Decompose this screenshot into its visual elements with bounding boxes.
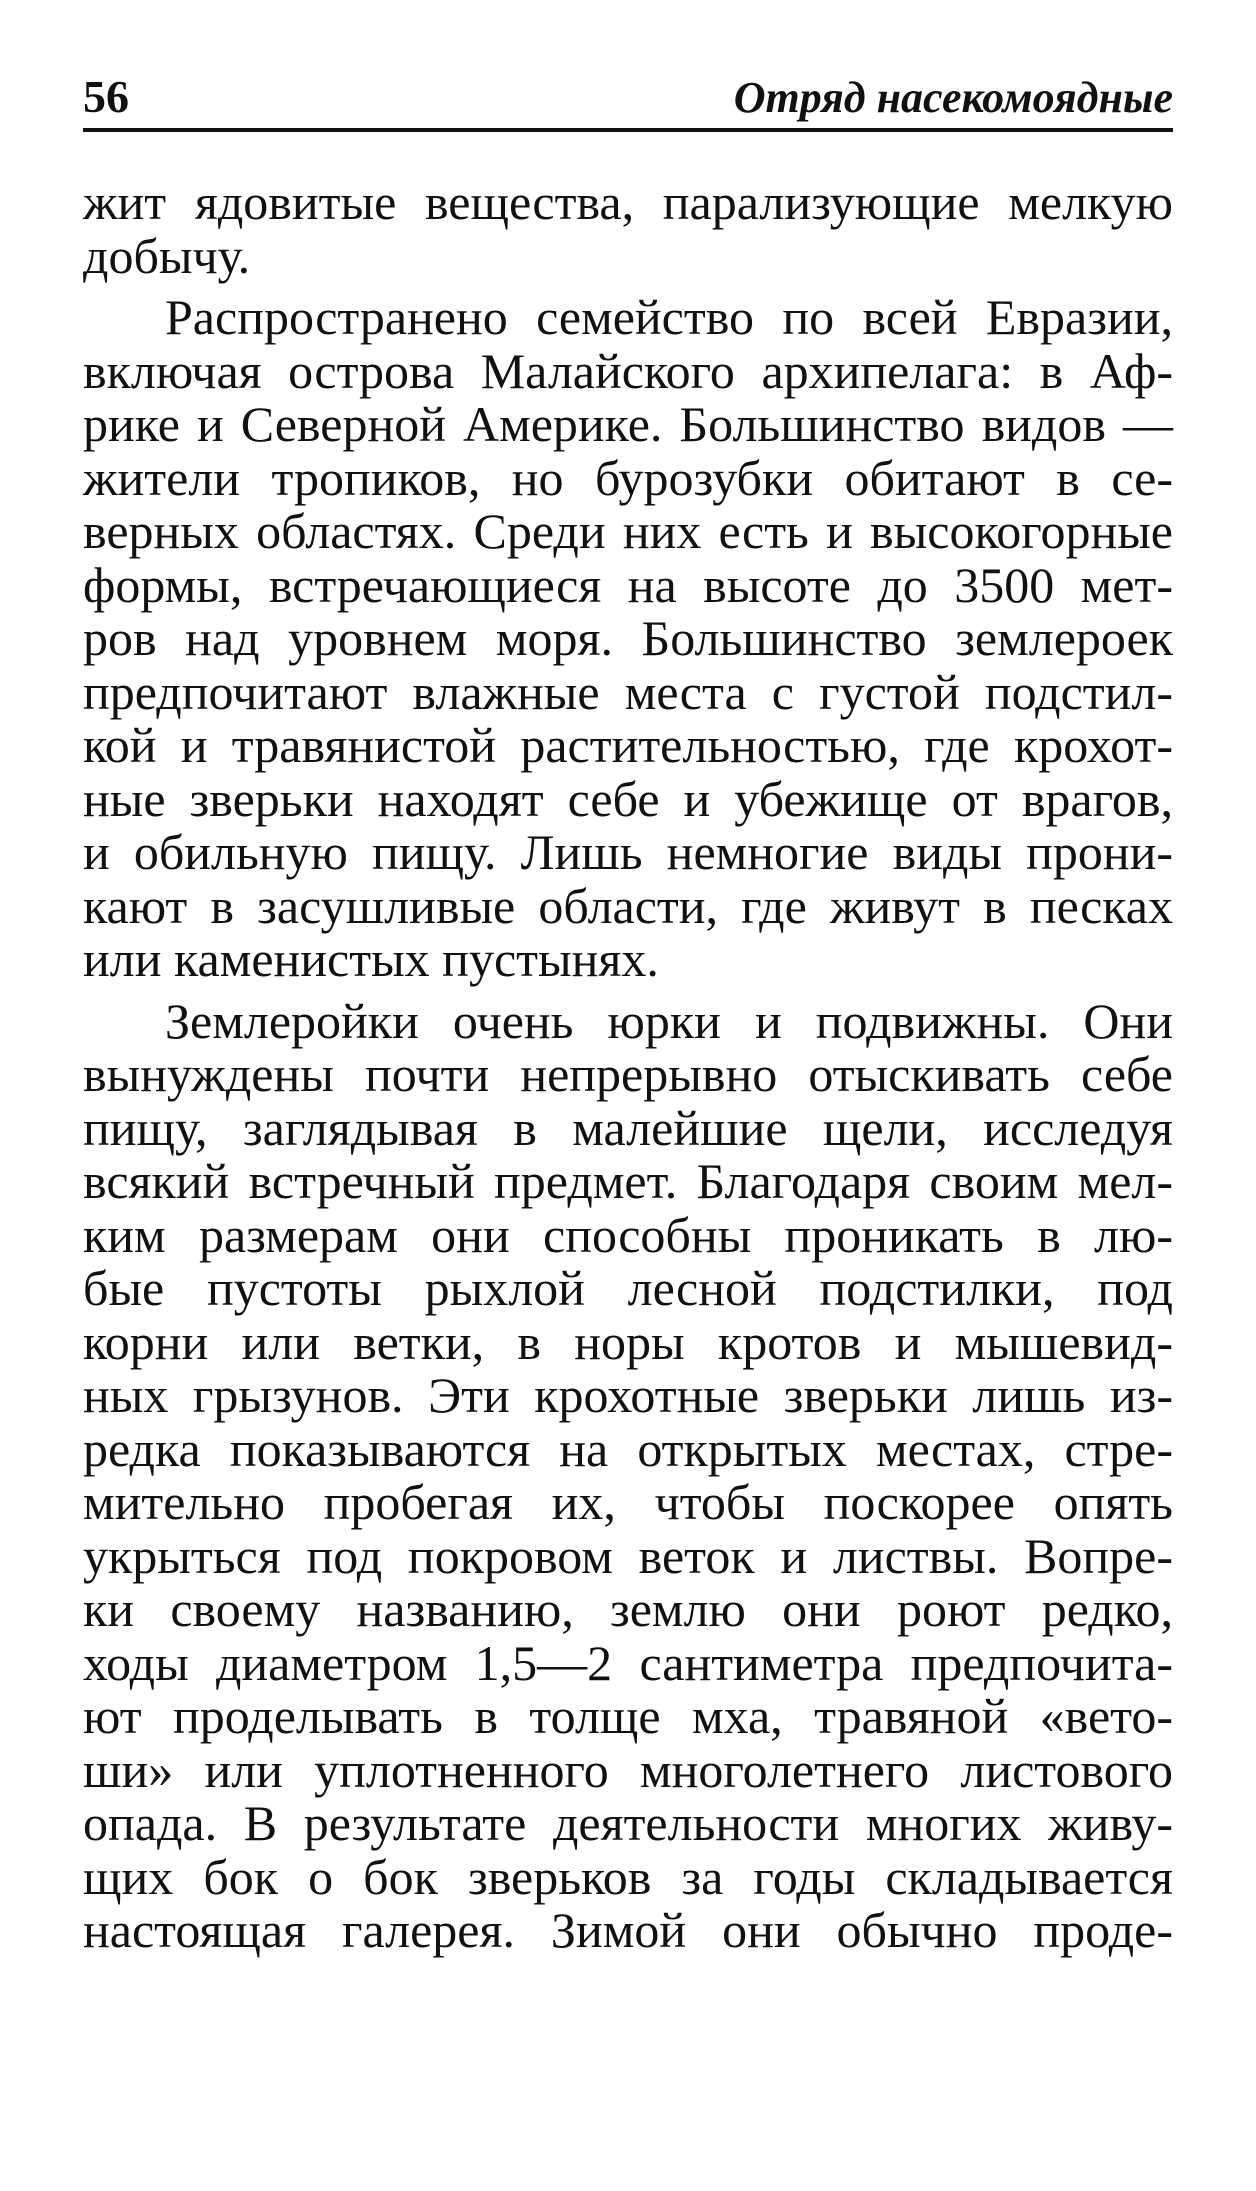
text-line: ши» или уплотненного многолетнего листового <box>83 1741 1173 1798</box>
text-line: и обильную пищу. Лишь немногие виды прони- <box>83 824 1173 880</box>
text-line: верных областях. Среди них есть и высокогорные <box>83 503 1173 559</box>
text-line: ки своему названию, землю они роют редко, <box>83 1581 1173 1637</box>
text-line: корни или ветки, в норы кротов и мышевид- <box>83 1313 1173 1370</box>
text-line: ходы диаметром 1,5—2 сантиметра предпочита- <box>83 1634 1173 1691</box>
text-line: настоящая галерея. Зимой они обычно проде- <box>83 1902 1173 1958</box>
text-line: Землеройки очень юрки и подвижны. Они <box>165 992 1173 1049</box>
text-line: ных грызунов. Эти крохотные зверьки лишь из- <box>83 1367 1173 1423</box>
text-line: включая острова Малайского архипелага: в Аф- <box>83 342 1173 399</box>
text-line: кают в засушливые области, где живут в песках <box>83 877 1173 934</box>
text-line: рике и Северной Америке. Большинство видов — <box>83 396 1173 452</box>
text-line: пищу, заглядывая в малейшие щели, исследуя <box>83 1099 1173 1156</box>
text-line: всякий встречный предмет. Благодаря своим мел- <box>83 1153 1173 1209</box>
text-line: ким размерам они способны проникать в лю- <box>83 1206 1173 1263</box>
book-page <box>83 40 1173 1958</box>
text-line: Распространено семейство по всей Евразии, <box>165 289 1173 345</box>
text-line: жители тропиков, но бурозубки обитают в се- <box>83 449 1173 506</box>
text-line: предпочитают влажные места с густой подстил- <box>83 663 1173 720</box>
body-text <box>83 176 1173 1958</box>
text-line: ров над уровнем моря. Большинство землероек <box>83 610 1173 666</box>
text-line: щих бок о бок зверьков за годы складывается <box>83 1848 1173 1905</box>
text-line: жит ядовитые вещества, парализующие мелкую <box>83 174 1173 230</box>
text-line: кой и травянистой растительностью, где крохот- <box>83 717 1173 773</box>
text-line: ют проделывать в толще мха, травяной «вето- <box>83 1688 1173 1744</box>
running-head <box>83 40 1173 132</box>
text-line: опада. В результате деятельности многих живу- <box>83 1795 1173 1851</box>
text-line: укрыться под покровом веток и листвы. Вопре- <box>83 1527 1173 1584</box>
text-line: ные зверьки находят себе и убежище от врагов, <box>83 770 1173 827</box>
text-line: формы, встречающиеся на высоте до 3500 мет- <box>83 556 1173 613</box>
text-line: или каменистых пустынях. <box>83 931 659 987</box>
text-line: мительно пробегая их, чтобы поскорее опять <box>83 1474 1173 1530</box>
text-line: вынуждены почти непрерывно отыскивать себе <box>83 1046 1173 1102</box>
text-line: бые пустоты рыхлой лесной подстилки, под <box>83 1260 1173 1316</box>
text-line: добычу. <box>83 227 251 284</box>
section-title: Отряд насекомоядные <box>733 73 1173 122</box>
text-line: редка показываются на открытых местах, стре- <box>83 1420 1173 1477</box>
page-number: 56 <box>83 71 129 122</box>
